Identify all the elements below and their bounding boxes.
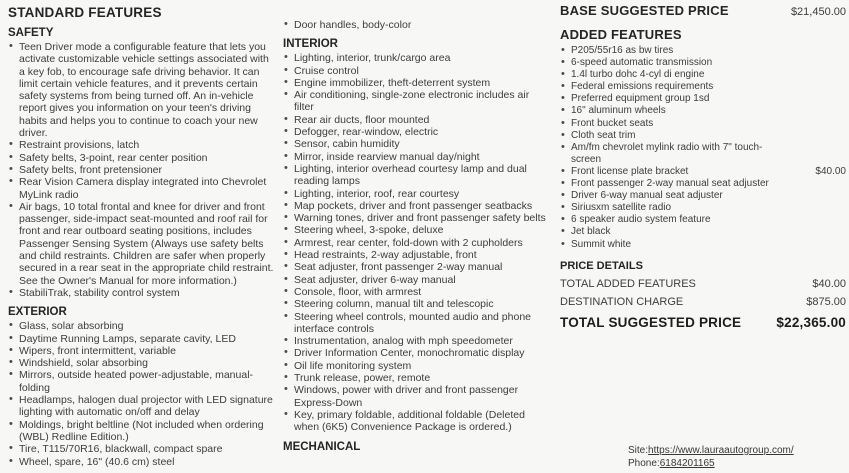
feature-item: • Steering column, manual tilt and telescopic [283, 298, 549, 310]
feature-item: • Restraint provisions, latch [8, 139, 274, 151]
feature-item [560, 142, 846, 166]
feature-item: • Safety belts, front pretensioner [8, 164, 274, 176]
feature-item: • Air bags, 10 total frontal and knee for driver and front passenger, side-impact seat-mounted and roof rail for front and rear outboard seating positions, includes Passenger Sensing System (Always use safety belts and child restraints. Children are safer when properly secured in a rear seat in the appropriate child restraint. See the Owner's Manual for more information.) [8, 201, 274, 287]
feature-item: • Map pockets, driver and front passenger seatbacks [283, 200, 549, 212]
feature-item: • Windshield, solar absorbing [8, 357, 274, 369]
phone-link[interactable]: 6184201165 [659, 457, 715, 469]
feature-item: • Oil life monitoring system [283, 360, 549, 372]
feature-item: • Door handles, body-color [283, 19, 549, 31]
total-added-features-value: $40.00 [812, 277, 846, 290]
feature-item: • Console, floor, with armrest [283, 286, 549, 298]
feature-item: • Sensor, cabin humidity [283, 138, 549, 150]
feature-item-label: 6 speaker audio system feature [571, 214, 711, 226]
feature-item [560, 93, 846, 105]
dealer-contact-footer [628, 445, 794, 470]
standard-features-sections [8, 27, 274, 468]
feature-item: • Windows, power with driver and front passenger Express-Down [283, 384, 549, 409]
feature-item: • Trunk release, power, remote [283, 372, 549, 384]
added-features-section [560, 27, 846, 251]
feature-list [8, 41, 274, 299]
feature-item-label: Federal emissions requirements [571, 81, 714, 93]
site-line [628, 445, 794, 458]
feature-item-label: 16" aluminum wheels [571, 105, 666, 117]
total-suggested-price-row [560, 315, 846, 330]
feature-item: • Daytime Running Lamps, separate cavity, LED [8, 333, 274, 345]
feature-item-label: 6-speed automatic transmission [571, 57, 713, 69]
price-details-section [560, 260, 846, 330]
feature-item: • Engine immobilizer, theft-deterrent system [283, 77, 549, 89]
feature-item: • Steering wheel controls, mounted audio and phone interface controls [283, 311, 549, 336]
feature-list [560, 45, 846, 251]
feature-item [560, 130, 846, 142]
section-heading: SAFETY [8, 27, 54, 39]
feature-item: • Lighting, interior, roof, rear courtesy [283, 188, 549, 200]
standard-features-column [8, 5, 274, 468]
feature-item-label: Cloth seat trim [571, 129, 636, 141]
feature-item: • Steering wheel, 3-spoke, deluxe [283, 224, 549, 236]
feature-item: • Safety belts, 3-point, rear center position [8, 152, 274, 164]
section-heading: EXTERIOR [8, 306, 67, 319]
feature-item: • Rear air ducts, floor mounted [283, 114, 549, 126]
feature-item [560, 81, 846, 93]
feature-item-label: Summit white [571, 238, 632, 250]
feature-item: • Lighting, interior, trunk/cargo area [283, 52, 549, 64]
feature-item [560, 226, 846, 238]
feature-item-label: Front bucket seats [571, 117, 654, 129]
section-heading: MECHANICAL [283, 440, 361, 453]
destination-charge-label: DESTINATION CHARGE [560, 295, 684, 308]
feature-item: • Mirror, inside rearview manual day/night [283, 151, 549, 163]
price-details-heading: PRICE DETAILS [560, 259, 643, 272]
feature-item-price: $40.00 [815, 165, 846, 177]
interior-mechanical-sections [283, 19, 549, 453]
feature-item: • Cruise control [283, 65, 549, 77]
feature-list [283, 19, 549, 31]
feature-item [560, 69, 846, 81]
section-heading: INTERIOR [283, 38, 338, 51]
site-link[interactable]: https://www.lauraautogroup.com/ [648, 445, 794, 456]
feature-item: • Mirrors, outside heated power-adjustable, manual-folding [8, 369, 274, 394]
standard-features-title: STANDARD FEATURES [8, 5, 162, 20]
feature-item: • Wipers, front intermittent, variable [8, 345, 274, 357]
feature-item: • Air conditioning, single-zone electronic includes air filter [283, 89, 549, 114]
feature-item-label: Siriusxm satellite radio [571, 202, 672, 214]
feature-item [560, 105, 846, 117]
feature-item: • Warning tones, driver and front passenger safety belts [283, 212, 549, 224]
total-added-features-label: TOTAL ADDED FEATURES [560, 277, 696, 290]
feature-item: • Seat adjuster, front passenger 2-way manual [283, 261, 549, 273]
feature-item [560, 166, 846, 178]
feature-item: • Defogger, rear-window, electric [283, 126, 549, 138]
base-price-row [560, 3, 846, 18]
feature-item [560, 118, 846, 130]
feature-item-label: 1.4l turbo dohc 4-cyl di engine [571, 69, 705, 81]
feature-item-label: Preferred equipment group 1sd [571, 93, 710, 105]
feature-item: • Armrest, rear center, fold-down with 2 cupholders [283, 237, 549, 249]
feature-list [283, 52, 549, 433]
feature-item: • Lighting, interior overhead courtesy lamp and dual reading lamps [283, 163, 549, 188]
total-added-features-row [560, 278, 846, 290]
feature-item: • Rear Vision Camera display integrated into Chevrolet MyLink radio [8, 176, 274, 201]
feature-item-label: Am/fm chevrolet mylink radio with 7" touch-screen [571, 141, 763, 165]
feature-item [560, 178, 846, 190]
feature-item: • Instrumentation, analog with mph speedometer [283, 335, 549, 347]
feature-item [560, 190, 846, 202]
base-price-label: BASE SUGGESTED PRICE [560, 3, 729, 18]
feature-item [560, 239, 846, 251]
feature-item [560, 202, 846, 214]
feature-item: • Glass, solar absorbing [8, 320, 274, 332]
feature-item: • Driver Information Center, monochromatic display [283, 347, 549, 359]
feature-item-label: Jet black [571, 226, 611, 238]
pricing-column [560, 3, 846, 330]
phone-line [628, 458, 794, 471]
feature-item: • Head restraints, 2-way adjustable, front [283, 249, 549, 261]
feature-item-label: Front passenger 2-way manual seat adjuster [571, 178, 769, 190]
feature-item: • Key, primary foldable, additional foldable (Deleted when (6K5) Convenience Package is ordered.) [283, 409, 549, 434]
site-label: Site: [628, 445, 649, 456]
feature-item-label: Front license plate bracket [571, 165, 689, 177]
feature-item [560, 57, 846, 69]
feature-item: • Wheel, spare, 16" (40.6 cm) steel [8, 456, 274, 468]
feature-item: • Headlamps, halogen dual projector with LED signature lighting with automatic on/off and delay [8, 394, 274, 419]
feature-item [560, 214, 846, 226]
base-price-value: $21,450.00 [790, 6, 846, 18]
feature-item-label: Driver 6-way manual seat adjuster [571, 190, 723, 202]
section-heading: ADDED FEATURES [560, 27, 682, 42]
feature-item: • Moldings, bright beltline (Not included when ordering (WBL) Redline Edition.) [8, 419, 274, 444]
phone-label: Phone: [628, 457, 660, 469]
total-suggested-price-value: $22,365.00 [776, 314, 846, 330]
feature-item: • StabiliTrak, stability control system [8, 287, 274, 299]
feature-item: • Tire, T115/70R16, blackwall, compact spare [8, 443, 274, 455]
features-continuation-column [283, 19, 549, 455]
feature-item: • Teen Driver mode a configurable feature that lets you activate customizable vehicle settings associated with a key fob, to encourage safe driving behavior. It can limit certain vehicle features, and it prevents certain safety systems from being turned off. An in-vehicle report gives you information on your teen's driving habits and helps you to continue to coach your new driver. [8, 41, 274, 139]
feature-item [560, 45, 846, 57]
destination-charge-value: $875.00 [806, 295, 846, 308]
feature-list [8, 320, 274, 468]
total-suggested-price-label: TOTAL SUGGESTED PRICE [560, 314, 742, 330]
destination-charge-row [560, 296, 846, 308]
feature-item: • Seat adjuster, driver 6-way manual [283, 274, 549, 286]
feature-item-label: P205/55r16 as bw tires [571, 45, 674, 56]
